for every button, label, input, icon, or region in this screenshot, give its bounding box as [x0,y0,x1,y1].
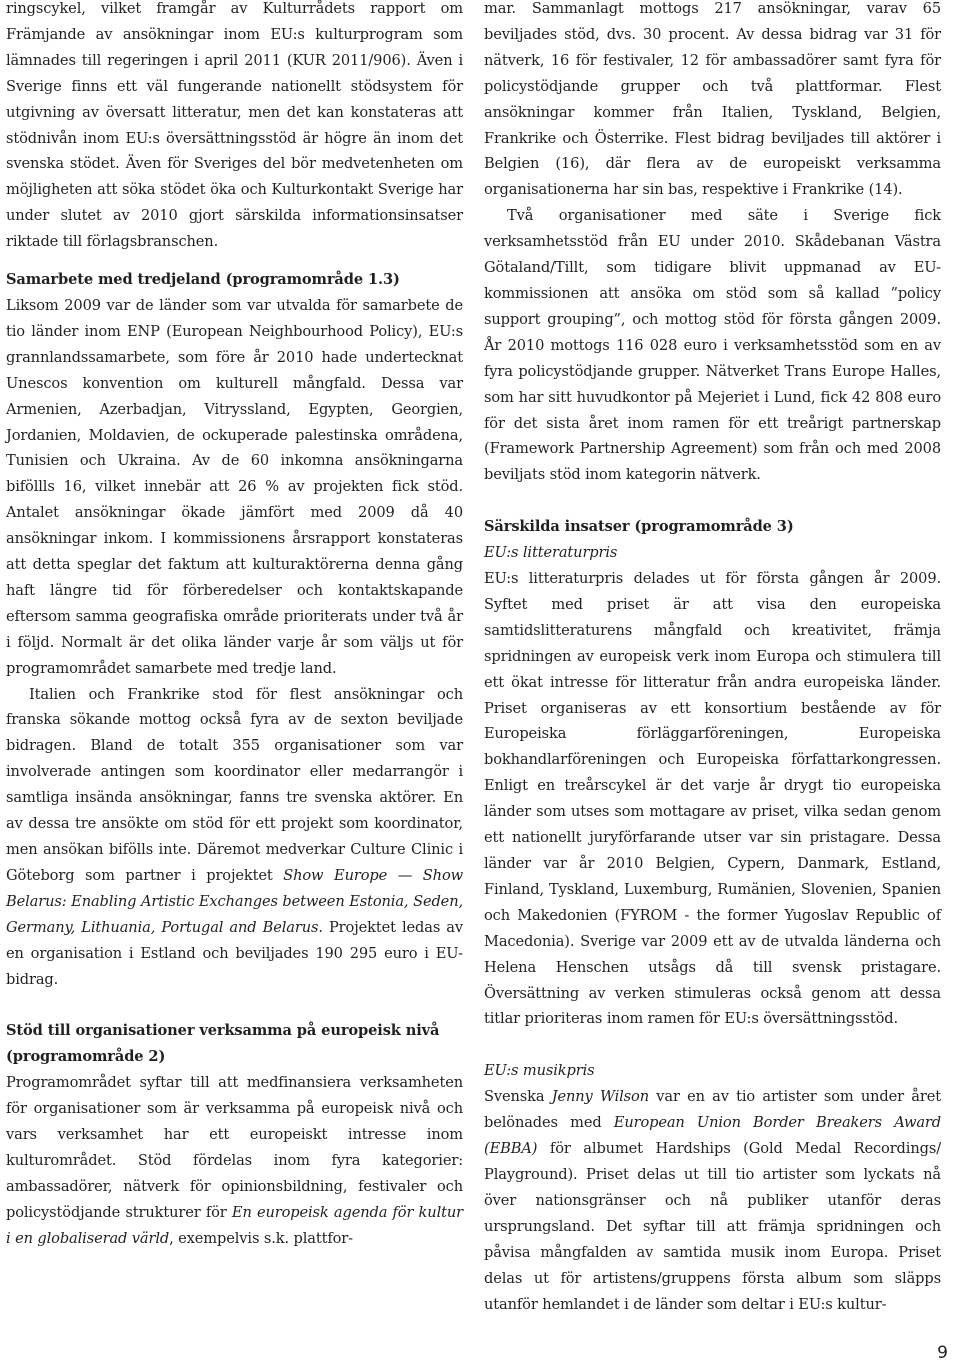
paragraph [484,1084,941,1317]
section-heading: Stöd till organisationer verksamma på europeisk nivå (programområde 2) [6,1022,440,1066]
left-column [6,0,463,1252]
section-heading: Samarbete med tredjeland (programområde 1.3) [6,271,400,289]
right-column [484,0,941,1317]
text-run: Italien och Frankrike stod för flest ansökningar och franska sökande mottog också fyra av de sexton beviljade bidragen. Bland de totalt 355 organisationer som var involverade antingen som koordinator eller medarrangör i samtliga insända ansökningar, fanns tre svenska aktörer. En av dessa tre ansökte om stöd för ett projekt som koordinator, men ansökan bifölls inte. Däremot medverkar Culture Clinic i Göteborg som partner i projektet [6,685,463,884]
text-run: var en av tio artister som under året belönades med [484,1088,941,1132]
text-run: Svenska [484,1088,552,1106]
paragraph [6,682,463,993]
text-run: för albumet Hardships (Gold Medal Recordings/ Playground). Priset delas ut till tio artister som lyckats nå över nationsgränser och nå publiker utanför deras ursprungsland. Det syftar till att främja spridningen och påvisa mångfalden av samtida musik inom Europa. Priset delas ut för artistens/gruppens första album som släpps utanför hemlandet i de länder som deltar i EU:s kultur- [484,1140,941,1313]
paragraph: mar. Sammanlagt mottogs 217 ansökningar, varav 65 beviljades stöd, dvs. 30 procent. Av dessa bidrag var 31 för nätverk, 16 för festivaler, 12 för ambassadörer samt fyra för policystödjande grupper och två plattformar. Flest ansökningar kommer från Italien, Tyskland, Belgien, Frankrike och Österrike. Flest bidrag beviljades till aktörer i Belgien (16), där flera av de europeiskt verksamma organisationerna har sin bas, respektive i Frankrike (14). [484,0,941,199]
page-number: 9 [937,1343,948,1363]
italic-award-name: European Union Border Breakers Award (EBBA) [484,1114,941,1158]
section-heading: Särskilda insatser (programområde 3) [484,518,794,536]
paragraph: Liksom 2009 var de länder som var utvalda för samarbete de tio länder inom ENP (European Neighbourhood Policy), EU:s grannlandssamarbete, som före år 2010 hade undertecknat Unescos konvention om kulturell mångfald. Dessa var Armenien, Azerbadjan, Vitryssland, Egypten, Georgien, Jordanien, Moldavien, de ockuperade palestinska områdena, Tunisien och Ukraina. Av de 60 inkomna ansökningarna biföllls 16, vilket innebär att 26 % av projekten fick stöd. Antalet ansökningar ökade jämfört med 2009 då 40 ansökningar inkom. I kommissionens årsrapport konstateras att detta speglar det faktum att kulturaktörerna denna gång haft längre tid för förberedelser och kontaktskapande eftersom samma geografiska område prioriterats under två år i följd. Normalt är det olika länder varje år som väljs ut för programområdet samarbete med tredje land. [6,296,463,677]
text-run: , exempelvis s.k. plattfor- [169,1229,353,1247]
subsection-heading: EU:s litteraturpris [484,544,618,562]
text-run: . Projektet ledas av en organisation i Estland och beviljades 190 295 euro i EU-bidrag. [6,918,463,988]
paragraph: ringscykel, vilket framgår av Kulturrådets rapport om Främjande av ansökningar inom EU:s kulturprogram som lämnades till regeringen i april 2011 (KUR 2011/906). Även i Sverige finns ett väl fungerande nationellt stödsystem för utgivning av översatt litteratur, men det kan konstateras att stödnivån inom EU:s översättningsstöd är högre än inom det svenska stödet. Även för Sveriges del bör medvetenheten om möjligheten att söka stödet öka och Kulturkontakt Sverige har under slutet av 2010 gjort särskilda informationsinsatser riktade till förlagsbranschen. [6,0,463,251]
subsection-heading: EU:s musikpris [484,1062,595,1080]
paragraph: EU:s litteraturpris delades ut för första gången år 2009. Syftet med priset är att visa den europeiska samtidslitteraturens mångfald och kreativitet, främja spridningen av europeisk verk inom Europa och stimulera till ett ökat intresse för litteratur från andra europeiska länder. Priset organiseras av ett konsortium bestående av för Europeiska förläggarföreningen, Europeiska bokhandlarföreningen och Europeiska författarkongressen. Enligt en treårscykel är det varje år drygt tio europeiska länder som utses som mottagare av priset, vilka sedan genom ett nationellt juryförfarande utser var sin pristagare. Dessa länder var år 2010 Belgien, Cypern, Danmark, Estland, Finland, Tyskland, Luxemburg, Rumänien, Slovenien, Spanien och Makedonien (FYROM - the former Yugoslav Republic of Macedonia). Sverige var 2009 ett av de utvalda länderna och Helena Henschen utsågs då till svensk pristagare. Översättning av verken stimuleras också genom att dessa titlar prioriteras inom ramen för EU:s översättningsstöd. [484,570,941,1028]
italic-artist-name: Jenny Wilson [551,1088,649,1106]
paragraph: Två organisationer med säte i Sverige fick verksamhetsstöd från EU under 2010. Skådebanan Västra Götaland/Tillt, som tidigare blivit uppmanad av EU-kommissionen att ansöka om stöd som så kallad ”policy support grouping”, och mottog stöd för första gången 2009. År 2010 mottogs 116 028 euro i verksamhetsstöd som en av fyra policystödjande grupper. Nätverket Trans Europe Halles, som har sitt huvudkontor på Mejeriet i Lund, fick 42 808 euro för det sista året inom ramen för ett treårigt partnerskap (Framework Partnership Agreement) som från och med 2008 beviljats stöd inom kategorin nätverk. [484,207,941,484]
italic-agenda-title: En europeisk agenda för kultur i en globaliserad värld [6,1203,463,1247]
text-run: Programområdet syftar till att medfinansiera verksamheten för organisationer som är verksamma på europeisk nivå och vars verksamhet har ett europeiskt intresse inom kulturområdet. Stöd fördelas inom fyra kategorier: ambassadörer, nätverk för opinionsbildning, festivaler och policystödjande strukturer för [6,1074,463,1221]
paragraph [6,1070,463,1251]
italic-project-title: Show Europe — Show Belarus: Enabling Artistic Exchanges between Estonia, Seden, Germany, Lithuania, Portugal and Belarus [6,866,463,936]
